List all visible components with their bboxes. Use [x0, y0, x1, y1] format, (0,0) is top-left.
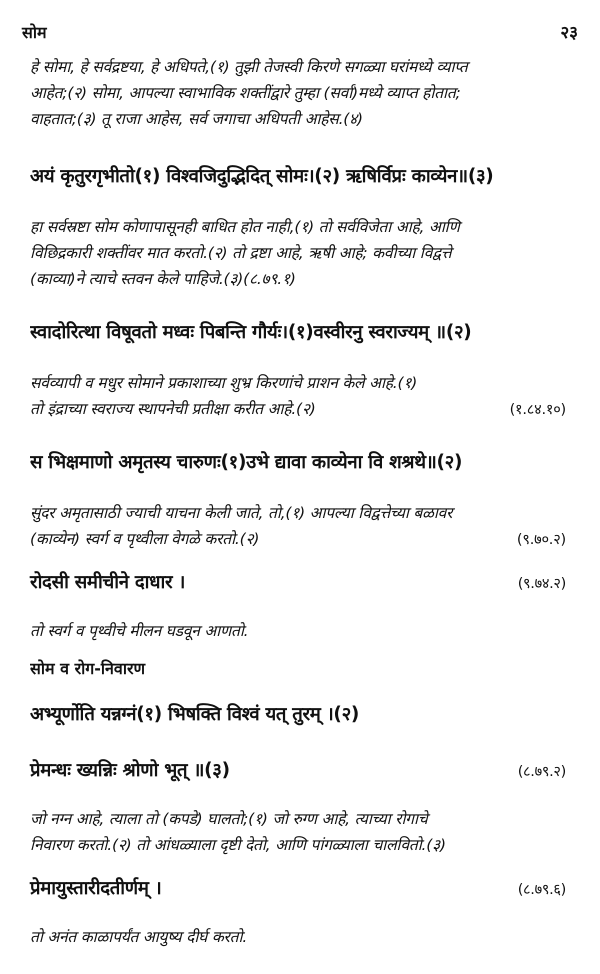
verse-line: अभ्यूर्णोति यन्नग्नं(१) भिषक्ति विश्वं यत् तुरम् ।(२) — [30, 704, 360, 725]
verse-line: प्रेमायुस्तारीदतीर्णम् । — [30, 878, 162, 899]
verse-reference: (८.७९.६) — [517, 882, 566, 898]
text-line: तो अनंत काळापर्यंत आयुष्य दीर्घ करतो. — [30, 928, 248, 946]
verse-reference: (८.७९.२) — [517, 764, 566, 780]
sanskrit-verse — [30, 448, 574, 478]
verse-line: स्वादोरित्था विषूवतो मध्वः पिबन्ति गौर्यः।(१)वस्वीरनु स्वराज्यम् ॥(२) — [30, 322, 472, 343]
translation-paragraph — [30, 806, 574, 858]
text-line: जो नग्न आहे, त्याला तो (कपडे) घालतो;(१) जो रुग्ण आहे, त्याच्या रोगाचे — [30, 810, 428, 828]
text-line: हे सोमा, हे सर्वद्रष्टया, हे अधिपते,(१) तुझी तेजस्वी किरणे सगळ्या घरांमध्ये व्याप्त — [30, 58, 468, 76]
sanskrit-verse — [30, 874, 574, 905]
text-line: (काव्येन) स्वर्ग व पृथ्वीला वेगळे करतो.(२) — [30, 530, 260, 548]
sanskrit-verse — [30, 700, 574, 730]
page-number: २३ — [560, 23, 578, 43]
text-line: तो स्वर्ग व पृथ्वीचे मीलन घडवून आणतो. — [30, 622, 249, 640]
text-line: सुंदर अमृतासाठी ज्याची याचना केली जाते, तो,(१) आपल्या विद्वत्तेच्या बळावर — [30, 504, 453, 522]
text-line: (काव्या)ने त्याचे स्तवन केले पाहिजे.(३)(८.७९.१) — [30, 270, 296, 288]
translation-paragraph — [30, 370, 574, 423]
translation-paragraph — [30, 924, 574, 950]
verse-line: स भिक्षमाणो अमृतस्य चारुणः(१)उभे द्यावा काव्येना वि शश्रथे॥(२) — [30, 452, 463, 473]
sanskrit-verse — [30, 162, 574, 192]
translation-paragraph — [30, 54, 574, 132]
sanskrit-verse — [30, 318, 574, 348]
translation-paragraph — [30, 618, 574, 644]
text-line: सर्वव्यापी व मधुर सोमाने प्रकाशाच्या शुभ्र किरणांचे प्राशन केले आहे.(१) — [30, 374, 418, 392]
section-title: सोम — [22, 23, 47, 42]
verse-line: प्रेमन्धः ख्यन्निः श्रोणो भूत् ॥(३) — [30, 760, 230, 781]
text-line-with-reference — [30, 526, 574, 553]
text-line: विछिद्रकारी शक्तींवर मात करतो.(२) तो द्रष्टा आहे, ऋषी आहे; कवीच्या विद्वत्ते — [30, 244, 452, 262]
page-header — [22, 20, 578, 42]
sanskrit-verse — [30, 756, 574, 787]
verse-line: रोदसी समीचीने दाधार । — [30, 572, 186, 593]
verse-reference: (१.८४.१०) — [509, 402, 566, 418]
text-line-with-reference — [30, 396, 574, 423]
verse-reference: (९.७४.२) — [517, 576, 566, 592]
text-line: आहेत;(२) सोमा, आपल्या स्वाभाविक शक्तींद्वारे तुम्हा (सर्वा)मध्ये व्याप्त होतात; — [30, 84, 461, 102]
translation-paragraph — [30, 500, 574, 553]
verse-line: अयं कृतुरगृभीतो(१) विश्वजिदुद्भिदित् सोमः।(२) ऋषिर्विप्रः काव्येन॥(३) — [30, 166, 494, 187]
text-line: तो इंद्राच्या स्वराज्य स्थापनेची प्रतीक्षा करीत आहे.(२) — [30, 400, 316, 418]
text-line: वाहतात;(३) तू राजा आहेस, सर्व जगाचा अधिपती आहेस.(४) — [30, 110, 363, 128]
sanskrit-verse — [30, 568, 574, 599]
verse-reference: (९.७०.२) — [516, 532, 566, 548]
section-heading: सोम व रोग-निवारण — [30, 659, 146, 678]
text-line: निवारण करतो.(२) तो आंधळ्याला दृष्टी देतो, आणि पांगळ्याला चालवितो.(३) — [30, 836, 446, 854]
text-line: हा सर्वस्रष्टा सोम कोणापासूनही बाधित होत नाही,(१) तो सर्वविजेता आहे, आणि — [30, 218, 460, 236]
translation-paragraph — [30, 214, 574, 292]
